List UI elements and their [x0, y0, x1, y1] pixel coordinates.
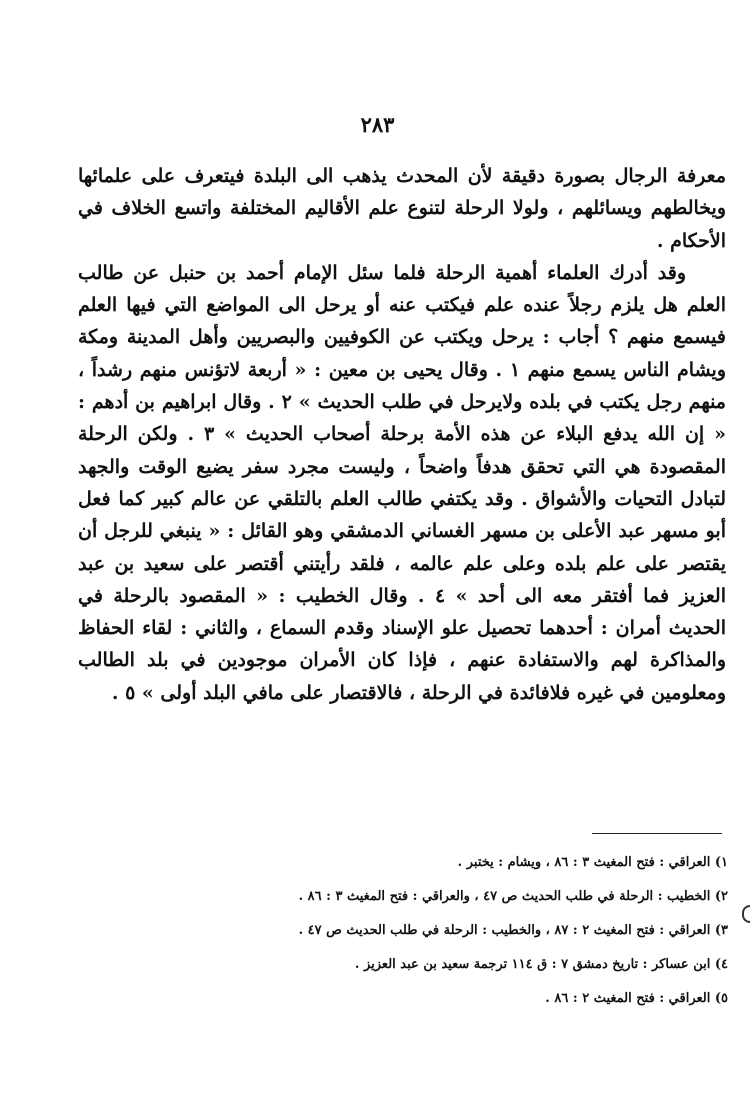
- scan-edge-mark: [742, 905, 750, 923]
- page-number: ٢٨٣: [360, 112, 395, 137]
- footnote: ٢) الخطيب : الرحلة في طلب الحديث ص ٤٧ ، والعراقي : فتح المغيث ٣ : ٨٦ .: [298, 889, 728, 904]
- footnotes: [150, 846, 728, 1016]
- footnote: ٣) العراقي : فتح المغيث ٢ : ٨٧ ، والخطيب : الرحلة في طلب الحديث ص ٤٧ .: [298, 923, 728, 938]
- paragraph: معرفة الرجال بصورة دقيقة لأن المحدث يذهب الى البلدة فيتعرف على علمائها ويخالطهم ويسائلهم ، ولولا الرحلة لتنوع علم الأقاليم المختلفة واتسع الخلاف في الأحكام .: [78, 165, 726, 252]
- footnote: ٤) ابن عساكر : تاريخ دمشق ٧ : ق ١١٤ ترجمة سعيد بن عبد العزيز .: [354, 957, 728, 972]
- footnote-divider: [592, 833, 722, 834]
- footnote: ٥) العراقي : فتح المغيث ٢ : ٨٦ .: [545, 991, 728, 1006]
- footnote: ١) العراقي : فتح المغيث ٣ : ٨٦ ، ويشام : يختبر .: [457, 855, 728, 870]
- main-text: [78, 160, 726, 709]
- paragraph: وقد أدرك العلماء أهمية الرحلة فلما سئل الإمام أحمد بن حنبل عن طالب العلم هل يلزم رجلاً عنده علم فيكتب عنه أو يرحل الى المواضع التي فيها العلم فيسمع منهم ؟ أجاب : يرحل ويكتب عن الكوفيين والبصريين وأهل المدينة ومكة ويشام الناس يسمع منهم ١ . وقال يحيى بن معين : « أربعة لاتؤنس منهم رشداً ، منهم رجل يكتب في بلده ولايرحل في طلب الحديث » ٢ . وقال ابراهيم بن أدهم : « إن الله يدفع البلاء عن هذه الأمة برحلة أصحاب الحديث » ٣ . ولكن الرحلة المقصودة هي التي تحقق هدفاً واضحاً ، وليست مجرد سفر يضيع الوقت والجهد لتبادل التحيات والأشواق . وقد يكتفي طالب العلم بالتلقي عن عالم كبير كما فعل أبو مسهر عبد الأعلى بن مسهر الغساني الدمشقي وهو القائل : « ينبغي للرجل أن يقتصر على علم بلده وعلى علم عالمه ، فلقد رأيتني أقتصر على سعيد بن عبد العزيز فما أفتقر معه الى أحد » ٤ . وقال الخطيب : « المقصود بالرحلة في الحديث أمران : أحدهما تحصيل علو الإسناد وقدم السماع ، والثاني : لقاء الحفاظ والمذاكرة لهم والاستفادة عنهم ، فإذا كان الأمران موجودين في بلد الطالب ومعلومين في غيره فلافائدة في الرحلة ، فالاقتصار على مافي البلد أولى » ٥ .: [78, 261, 726, 704]
